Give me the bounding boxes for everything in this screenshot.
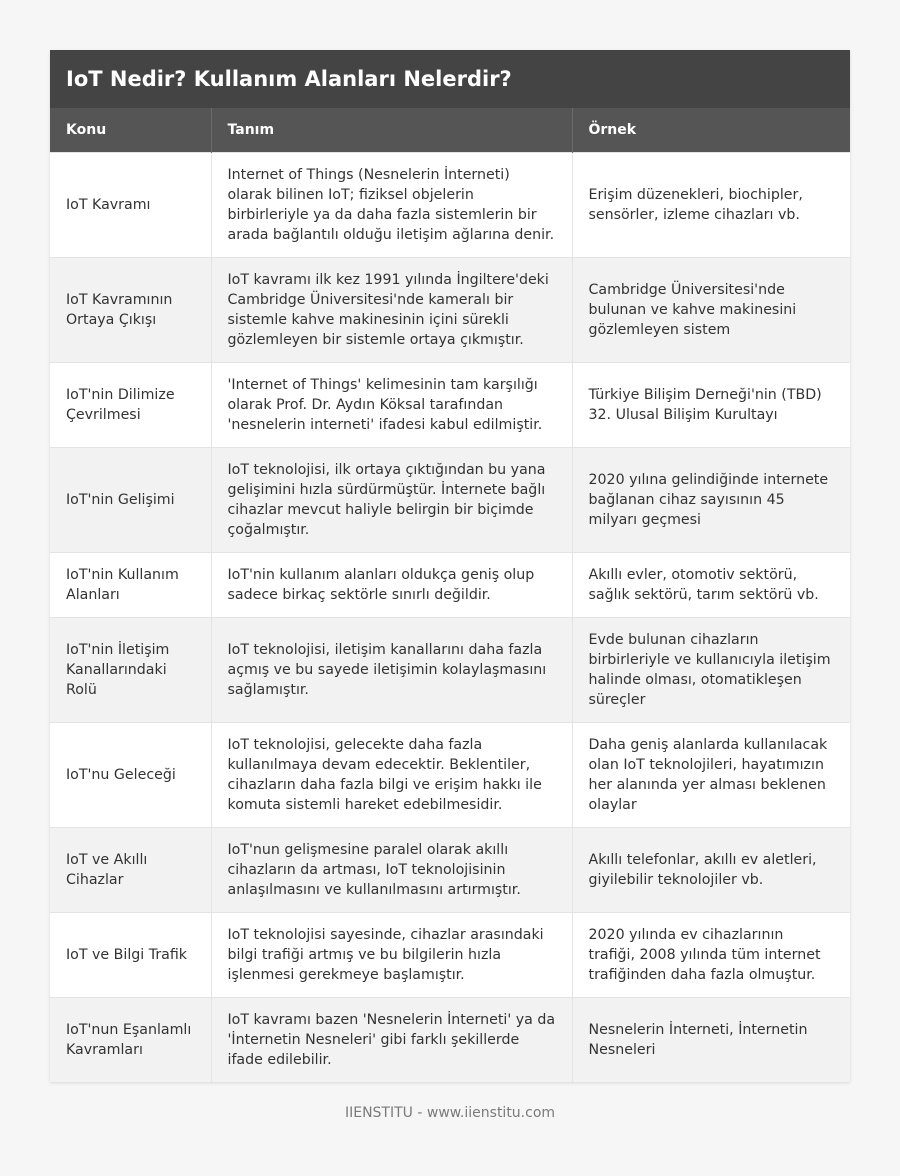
table-row (50, 447, 850, 552)
cell-ornek: Türkiye Bilişim Derneği'nin (TBD) 32. Ulusal Bilişim Kurultayı (572, 362, 850, 447)
cell-tanim: IoT'nin kullanım alanları oldukça geniş olup sadece birkaç sektörle sınırlı değildir. (211, 552, 572, 617)
column-header-tanim: Tanım (211, 108, 572, 152)
cell-tanim: IoT teknolojisi, gelecekte daha fazla kullanılmaya devam edecektir. Beklentiler, cihazların daha fazla bilgi ve erişim hakkı ile komuta sistemli hareket edebilmesidir. (211, 722, 572, 827)
cell-ornek: Akıllı telefonlar, akıllı ev aletleri, giyilebilir teknolojiler vb. (572, 827, 850, 912)
cell-tanim: IoT kavramı ilk kez 1991 yılında İngiltere'deki Cambridge Üniversitesi'nde kameralı bir sistemle kahve makinesinin içini sürekli gözlemleyen bir sistemle ortaya çıkmıştır. (211, 257, 572, 362)
column-header-ornek: Örnek (572, 108, 850, 152)
cell-ornek: 2020 yılında ev cihazlarının trafiği, 2008 yılında tüm internet trafiğinden daha fazla olmuştur. (572, 912, 850, 997)
cell-ornek: Cambridge Üniversitesi'nde bulunan ve kahve makinesini gözlemleyen sistem (572, 257, 850, 362)
cell-tanim: Internet of Things (Nesnelerin İnterneti) olarak bilinen IoT; fiziksel objelerin birbirleriyle ya da daha fazla sistemlerin bir arada bağlantılı olduğu iletişim ağlarına denir. (211, 152, 572, 257)
cell-ornek: Nesnelerin İnterneti, İnternetin Nesneleri (572, 997, 850, 1082)
cell-ornek: Akıllı evler, otomotiv sektörü, sağlık sektörü, tarım sektörü vb. (572, 552, 850, 617)
cell-ornek: 2020 yılına gelindiğinde internete bağlanan cihaz sayısının 45 milyarı geçmesi (572, 447, 850, 552)
cell-ornek: Erişim düzenekleri, biochipler, sensörler, izleme cihazları vb. (572, 152, 850, 257)
table-row (50, 257, 850, 362)
cell-tanim: IoT kavramı bazen 'Nesnelerin İnterneti' ya da 'İnternetin Nesneleri' gibi farklı şekillerde ifade edilebilir. (211, 997, 572, 1082)
column-header-konu: Konu (50, 108, 211, 152)
cell-tanim: IoT teknolojisi, iletişim kanallarını daha fazla açmış ve bu sayede iletişimin kolaylaşmasını sağlamıştır. (211, 617, 572, 722)
table-card (50, 50, 850, 1082)
table-row (50, 152, 850, 257)
cell-konu: IoT'nu Geleceği (50, 722, 211, 827)
table-row (50, 617, 850, 722)
footer-credit: IIENSTITU - www.iienstitu.com (344, 1105, 556, 1121)
cell-konu: IoT Kavramı (50, 152, 211, 257)
cell-tanim: 'Internet of Things' kelimesinin tam karşılığı olarak Prof. Dr. Aydın Köksal tarafından 'nesnelerin interneti' ifadesi kabul edilmiştir. (211, 362, 572, 447)
cell-tanim: IoT teknolojisi, ilk ortaya çıktığından bu yana gelişimini hızla sürdürmüştür. İnternete bağlı cihazlar mevcut haliyle belirgin bir biçimde çoğalmıştır. (211, 447, 572, 552)
cell-konu: IoT'nin Gelişimi (50, 447, 211, 552)
cell-konu: IoT Kavramının Ortaya Çıkışı (50, 257, 211, 362)
cell-tanim: IoT'nun gelişmesine paralel olarak akıllı cihazların da artması, IoT teknolojisinin anlaşılmasını ve kullanılmasını artırmıştır. (211, 827, 572, 912)
table-row (50, 722, 850, 827)
cell-konu: IoT ve Akıllı Cihazlar (50, 827, 211, 912)
info-table (50, 108, 850, 1082)
table-row (50, 827, 850, 912)
cell-konu: IoT ve Bilgi Trafik (50, 912, 211, 997)
cell-ornek: Daha geniş alanlarda kullanılacak olan IoT teknolojileri, hayatımızın her alanında yer alması beklenen olaylar (572, 722, 850, 827)
table-row (50, 912, 850, 997)
cell-konu: IoT'nin İletişim Kanallarındaki Rolü (50, 617, 211, 722)
cell-ornek: Evde bulunan cihazların birbirleriyle ve kullanıcıyla iletişim halinde olması, otomatikleşen süreçler (572, 617, 850, 722)
page-title: IoT Nedir? Kullanım Alanları Nelerdir? (50, 50, 850, 108)
cell-tanim: IoT teknolojisi sayesinde, cihazlar arasındaki bilgi trafiği artmış ve bu bilgilerin hızla işlenmesi gerekmeye başlamıştır. (211, 912, 572, 997)
cell-konu: IoT'nin Kullanım Alanları (50, 552, 211, 617)
cell-konu: IoT'nun Eşanlamlı Kavramları (50, 997, 211, 1082)
table-row (50, 362, 850, 447)
table-row (50, 997, 850, 1082)
table-header-row (50, 108, 850, 152)
cell-konu: IoT'nin Dilimize Çevrilmesi (50, 362, 211, 447)
table-row (50, 552, 850, 617)
